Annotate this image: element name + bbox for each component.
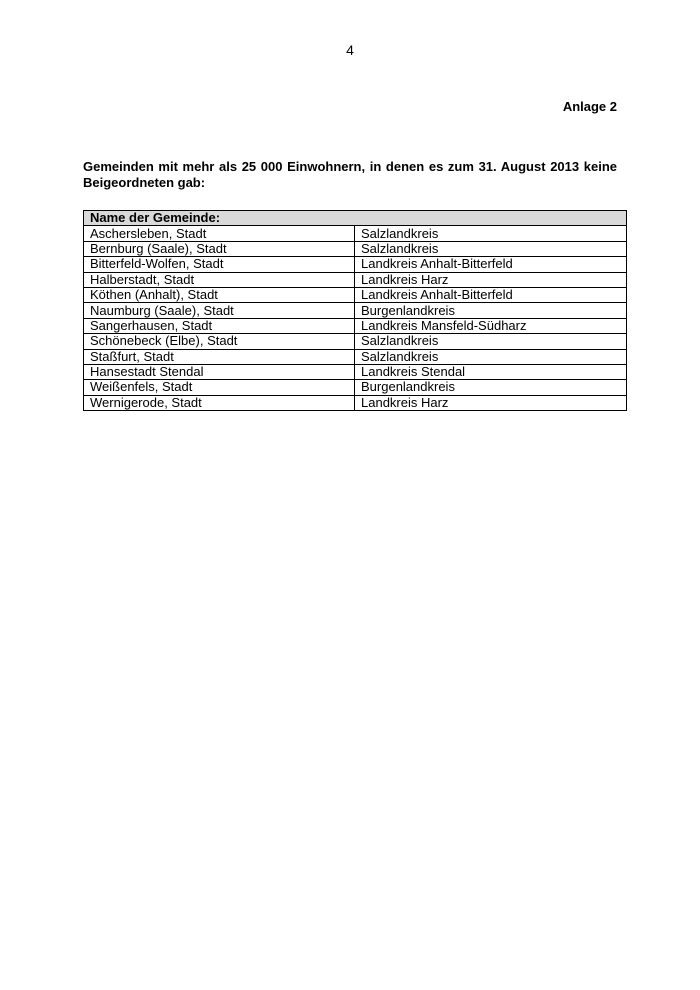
municipality-name: Köthen (Anhalt), Stadt	[84, 287, 355, 302]
municipality-name: Halberstadt, Stadt	[84, 272, 355, 287]
district-name: Salzlandkreis	[355, 349, 627, 364]
district-name: Salzlandkreis	[355, 241, 627, 256]
table-row	[84, 395, 627, 410]
table-row	[84, 349, 627, 364]
district-name: Landkreis Anhalt-Bitterfeld	[355, 257, 627, 272]
municipality-name: Schönebeck (Elbe), Stadt	[84, 334, 355, 349]
page-number: 4	[346, 42, 354, 58]
municipality-name: Sangerhausen, Stadt	[84, 318, 355, 333]
annex-label: Anlage 2	[562, 99, 617, 114]
district-name: Burgenlandkreis	[355, 303, 627, 318]
district-name: Landkreis Mansfeld-Südharz	[355, 318, 627, 333]
municipality-name: Staßfurt, Stadt	[84, 349, 355, 364]
table-row	[84, 226, 627, 241]
table-row	[84, 272, 627, 287]
intro-text: Gemeinden mit mehr als 25 000 Einwohnern, in denen es zum 31. August 2013 keine Beigeordneten gab:	[83, 159, 617, 190]
municipality-table-container	[83, 210, 626, 411]
table-row	[84, 318, 627, 333]
table-row	[84, 380, 627, 395]
district-name: Landkreis Harz	[355, 395, 627, 410]
municipality-name: Hansestadt Stendal	[84, 364, 355, 379]
municipality-name: Naumburg (Saale), Stadt	[84, 303, 355, 318]
district-name: Salzlandkreis	[355, 226, 627, 241]
municipality-name: Wernigerode, Stadt	[84, 395, 355, 410]
table-header-row	[84, 211, 627, 226]
municipality-name: Aschersleben, Stadt	[84, 226, 355, 241]
table-row	[84, 257, 627, 272]
municipality-name: Bitterfeld-Wolfen, Stadt	[84, 257, 355, 272]
municipality-name: Bernburg (Saale), Stadt	[84, 241, 355, 256]
district-name: Landkreis Harz	[355, 272, 627, 287]
district-name: Landkreis Stendal	[355, 364, 627, 379]
table-row	[84, 241, 627, 256]
table-row	[84, 303, 627, 318]
municipality-name: Weißenfels, Stadt	[84, 380, 355, 395]
district-name: Burgenlandkreis	[355, 380, 627, 395]
district-name: Landkreis Anhalt-Bitterfeld	[355, 287, 627, 302]
table-header: Name der Gemeinde:	[84, 211, 627, 226]
table-row	[84, 287, 627, 302]
table-row	[84, 334, 627, 349]
district-name: Salzlandkreis	[355, 334, 627, 349]
table-row	[84, 364, 627, 379]
municipality-table	[83, 210, 627, 411]
